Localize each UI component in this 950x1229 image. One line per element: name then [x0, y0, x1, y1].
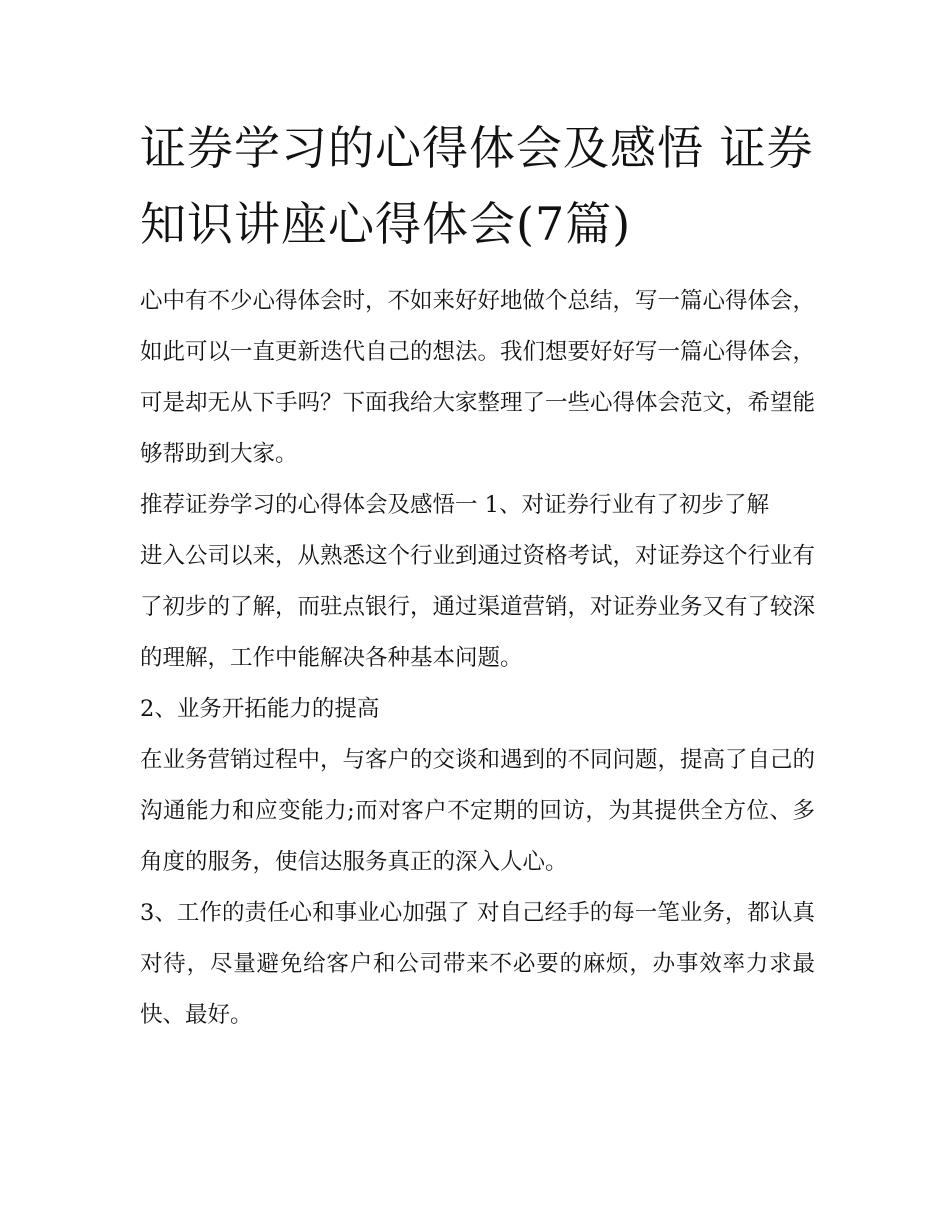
paragraph-section-1-body: 进入公司以来，从熟悉这个行业到通过资格考试，对证券这个行业有了初步的了解，而驻点银行，通过渠道营销，对证券业务又有了较深的理解，工作中能解决各种基本问题。: [140, 543, 816, 671]
paragraph-section-2-body: 在业务营销过程中，与客户的交谈和遇到的不同问题，提高了自己的沟通能力和应变能力;而对客户不定期的回访，为其提供全方位、多角度的服务，使信达服务真正的深入人心。: [140, 747, 816, 875]
paragraph-section-1-heading: 推荐证券学习的心得体会及感悟一 1、对证券行业有了初步了解: [140, 492, 769, 518]
paragraph-intro: 心中有不少心得体会时，不如来好好地做个总结，写一篇心得体会，如此可以一直更新迭代自己的想法。我们想要好好写一篇心得体会，可是却无从下手吗？下面我给大家整理了一些心得体会范文，希望能够帮助到大家。: [140, 288, 816, 467]
paragraph-section-2-heading: 2、业务开拓能力的提高: [140, 696, 380, 722]
paragraph-section-3: 3、工作的责任心和事业心加强了 对自己经手的每一笔业务，都认真对待，尽量避免给客户和公司带来不必要的麻烦，办事效率力求最快、最好。: [140, 900, 815, 1028]
document-page: [140, 110, 815, 1041]
document-title: 证券学习的心得体会及感悟 证券知识讲座心得体会(7篇): [140, 121, 814, 251]
